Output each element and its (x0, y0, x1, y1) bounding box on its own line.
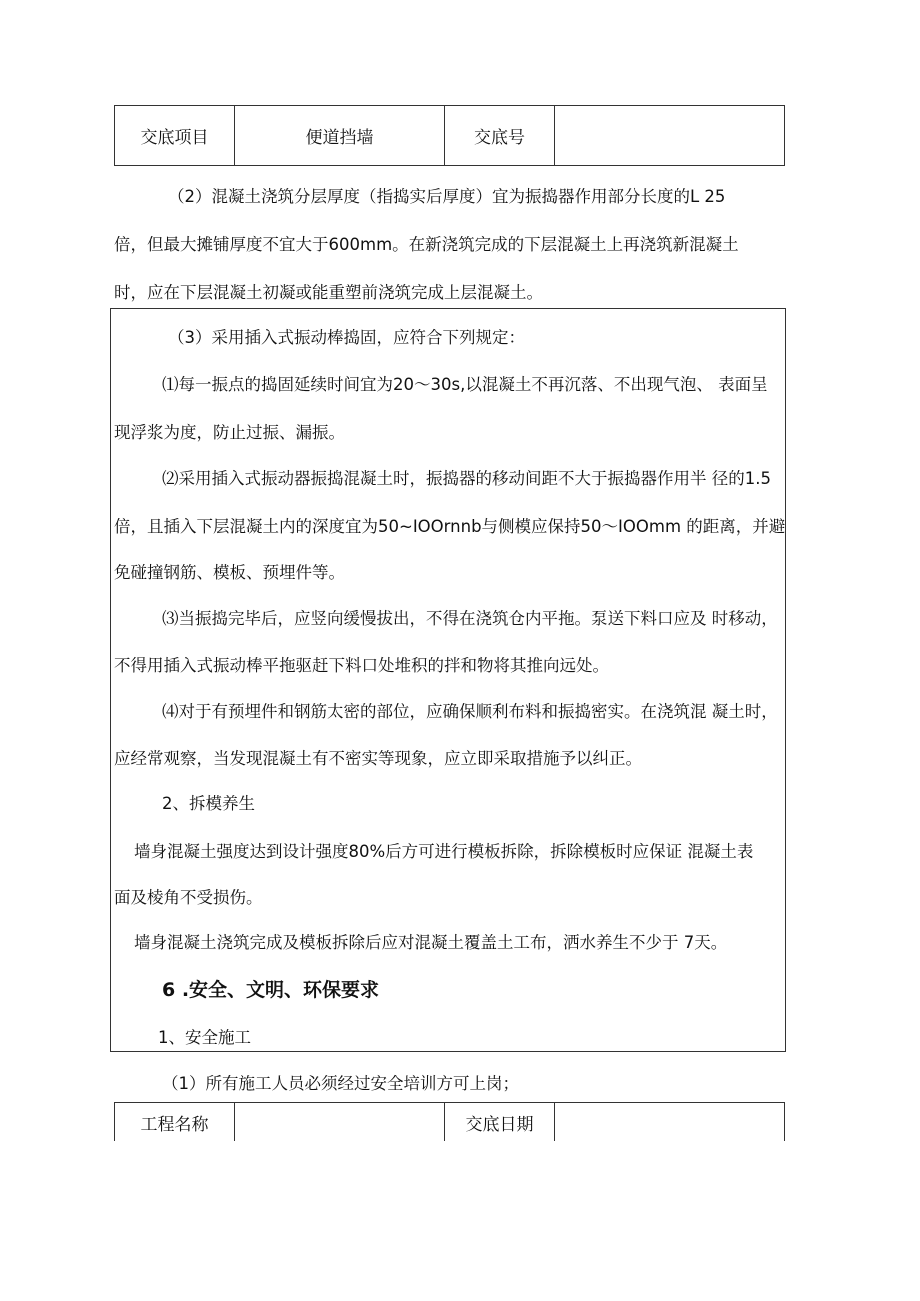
item-2-line-2: 倍，且插入下层混凝土内的深度宜为50~IOOrnnb与侧模应保持50～IOOmm 的距离，并避 (114, 517, 786, 536)
para-2-line-2: 倍，但最大摊铺厚度不宜大于600mm。在新浇筑完成的下层混凝土上再浇筑新混凝土 (114, 235, 739, 254)
item-1-line-2: 现浮浆为度，防止过振、漏振。 (114, 423, 345, 442)
footer-info-table (114, 1102, 785, 1141)
header-info-table (114, 105, 785, 166)
item-4-line-1: ⑷对于有预埋件和钢筋太密的部位，应确保顺利布料和振捣密实。在浇筑混 凝土时， (162, 702, 778, 721)
item-4-line-2: 应经常观察，当发现混凝土有不密实等现象，应立即采取措施予以纠正。 (114, 749, 642, 768)
project-label: 交底项目 (115, 106, 235, 166)
para-2-line-3: 时，应在下层混凝土初凝或能重塑前浇筑完成上层混凝土。 (114, 283, 543, 302)
section-2-title: 2、拆模养生 (162, 794, 255, 813)
section-2-para-2: 墙身混凝土浇筑完成及模板拆除后应对混凝土覆盖土工布，洒水养生不少于 7天。 (134, 933, 728, 952)
item-3-line-2: 不得用插入式振动棒平拖驱赶下料口处堆积的拌和物将其推向远处。 (114, 656, 609, 675)
table-row (115, 1103, 785, 1142)
safety-title: 1、安全施工 (158, 1028, 251, 1047)
section-2-para-1-line-1: 墙身混凝土强度达到设计强度80%后方可进行模板拆除，拆除模板时应保证 混凝土表 (134, 842, 754, 861)
item-2-line-1: ⑵采用插入式振动器振捣混凝土时，振捣器的移动间距不大于振捣器作用半 径的1.5 (162, 469, 771, 488)
disclosure-date-label: 交底日期 (445, 1103, 555, 1142)
item-3-line-1: ⑶当振捣完毕后，应竖向缓慢拔出，不得在浇筑仓内平拖。泵送下料口应及 时移动， (162, 609, 778, 628)
section-6-heading: 6 .安全、文明、环保要求 (162, 979, 380, 1001)
safety-item-1: （1）所有施工人员必须经过安全培训方可上岗； (162, 1074, 519, 1093)
para-3-title: （3）采用插入式振动棒捣固，应符合下列规定： (168, 328, 525, 347)
disclosure-no-value (555, 106, 785, 166)
project-name-value (235, 1103, 445, 1142)
section-2-para-1-line-2: 面及棱角不受损伤。 (114, 888, 263, 907)
disclosure-date-value (555, 1103, 785, 1142)
item-2-line-3: 免碰撞钢筋、模板、预埋件等。 (114, 563, 345, 582)
disclosure-no-label: 交底号 (445, 106, 555, 166)
para-2-line-1: （2）混凝土浇筑分层厚度（指捣实后厚度）宜为振捣器作用部分长度的L 25 (168, 187, 726, 206)
project-value: 便道挡墙 (235, 106, 445, 166)
table-row (115, 106, 785, 166)
item-1-line-1: ⑴每一振点的捣固延续时间宜为20～30s,以混凝土不再沉落、不出现气泡、 表面呈 (162, 375, 768, 394)
project-name-label: 工程名称 (115, 1103, 235, 1142)
